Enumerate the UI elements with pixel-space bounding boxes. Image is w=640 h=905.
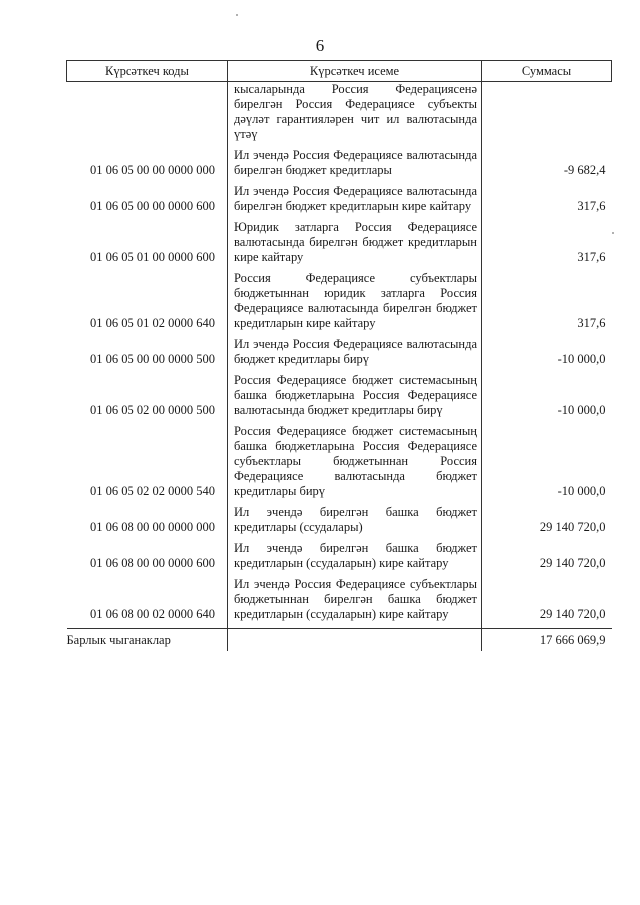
total-name-cell [228,629,482,652]
row-code: 01 06 05 01 00 0000 600 [90,250,215,264]
row-name: кысаларында Россия Федерациясенә бирелгән Россия Федерациясе субъекты дәүләт гарантияләрен чит ил валютасында үтәү [228,82,482,149]
row-amount: 317,6 [577,316,606,330]
table-row [67,541,612,577]
table-row [67,373,612,424]
table-row [67,271,612,337]
scan-speck [612,232,614,234]
table-row [67,148,612,184]
table-row [67,424,612,505]
row-code: 01 06 05 00 00 0000 600 [90,199,215,213]
row-amount: -9 682,4 [563,163,606,177]
row-name: Юридик затларга Россия Федерациясе валютасында бирелгән бюджет кредитларын кире кайтару [228,220,482,271]
scan-speck [236,14,238,16]
row-code [67,82,228,149]
row-name: Ил эчендә Россия Федерациясе валютасында бирелгән бюджет кредитлары [228,148,482,184]
total-row [67,629,612,652]
row-amount: 29 140 720,0 [539,556,606,570]
row-amount: 317,6 [577,199,606,213]
row-name: Ил эчендә Россия Федерациясе валютасында бюджет кредитлары бирү [228,337,482,373]
row-amount: -10 000,0 [557,352,606,366]
row-name: Ил эчендә бирелгән башка бюджет кредитлары (ссудалары) [228,505,482,541]
row-code: 01 06 05 00 00 0000 500 [90,352,215,366]
row-name: Россия Федерациясе бюджет системасының башка бюджетларына Россия Федерациясе валютасында бюджет кредитлары бирү [228,373,482,424]
table-row [67,337,612,373]
row-name: Ил эчендә Россия Федерациясе валютасында бирелгән бюджет кредитларын кире кайтару [228,184,482,220]
total-label: Барлык чыганаклар [67,629,228,652]
budget-sources-table [66,60,612,651]
row-amount: 29 140 720,0 [539,607,606,621]
row-code: 01 06 05 00 00 0000 000 [90,163,215,177]
row-name: Россия Федерациясе бюджет системасының башка бюджетларына Россия Федерациясе субъектлары бюджетыннан Россия Федерациясе валютасында бюджет кредитлары бирү [228,424,482,505]
table-header-row [67,61,612,82]
table-row [67,577,612,629]
row-name: Ил эчендә бирелгән башка бюджет кредитларын (ссудаларын) кире кайтару [228,541,482,577]
row-code: 01 06 08 00 02 0000 640 [90,607,215,621]
table-row [67,184,612,220]
table-row [67,82,612,149]
total-amount: 17 666 069,9 [482,629,612,652]
row-code: 01 06 05 01 02 0000 640 [90,316,215,330]
row-code: 01 06 08 00 00 0000 600 [90,556,215,570]
header-name: Күрсәткеч исеме [228,61,482,82]
table-row [67,505,612,541]
row-amount: 29 140 720,0 [539,520,606,534]
header-amount: Суммасы [482,61,612,82]
row-amount [482,82,612,149]
row-name: Ил эчендә Россия Федерациясе субъектлары бюджетыннан бирелгән башка бюджет кредитларын (ссудаларын) кире кайтару [228,577,482,629]
table-row [67,220,612,271]
row-code: 01 06 05 02 02 0000 540 [90,484,215,498]
row-name: Россия Федерациясе субъектлары бюджетыннан юридик затларга Россия Федерациясе валютасында бирелгән бюджет кредитларын кире кайтару [228,271,482,337]
row-amount: 317,6 [577,250,606,264]
row-code: 01 06 08 00 00 0000 000 [90,520,215,534]
page-number: 6 [315,36,325,55]
row-amount: -10 000,0 [557,403,606,417]
row-amount: -10 000,0 [557,484,606,498]
row-code: 01 06 05 02 00 0000 500 [90,403,215,417]
header-code: Күрсәткеч коды [67,61,228,82]
